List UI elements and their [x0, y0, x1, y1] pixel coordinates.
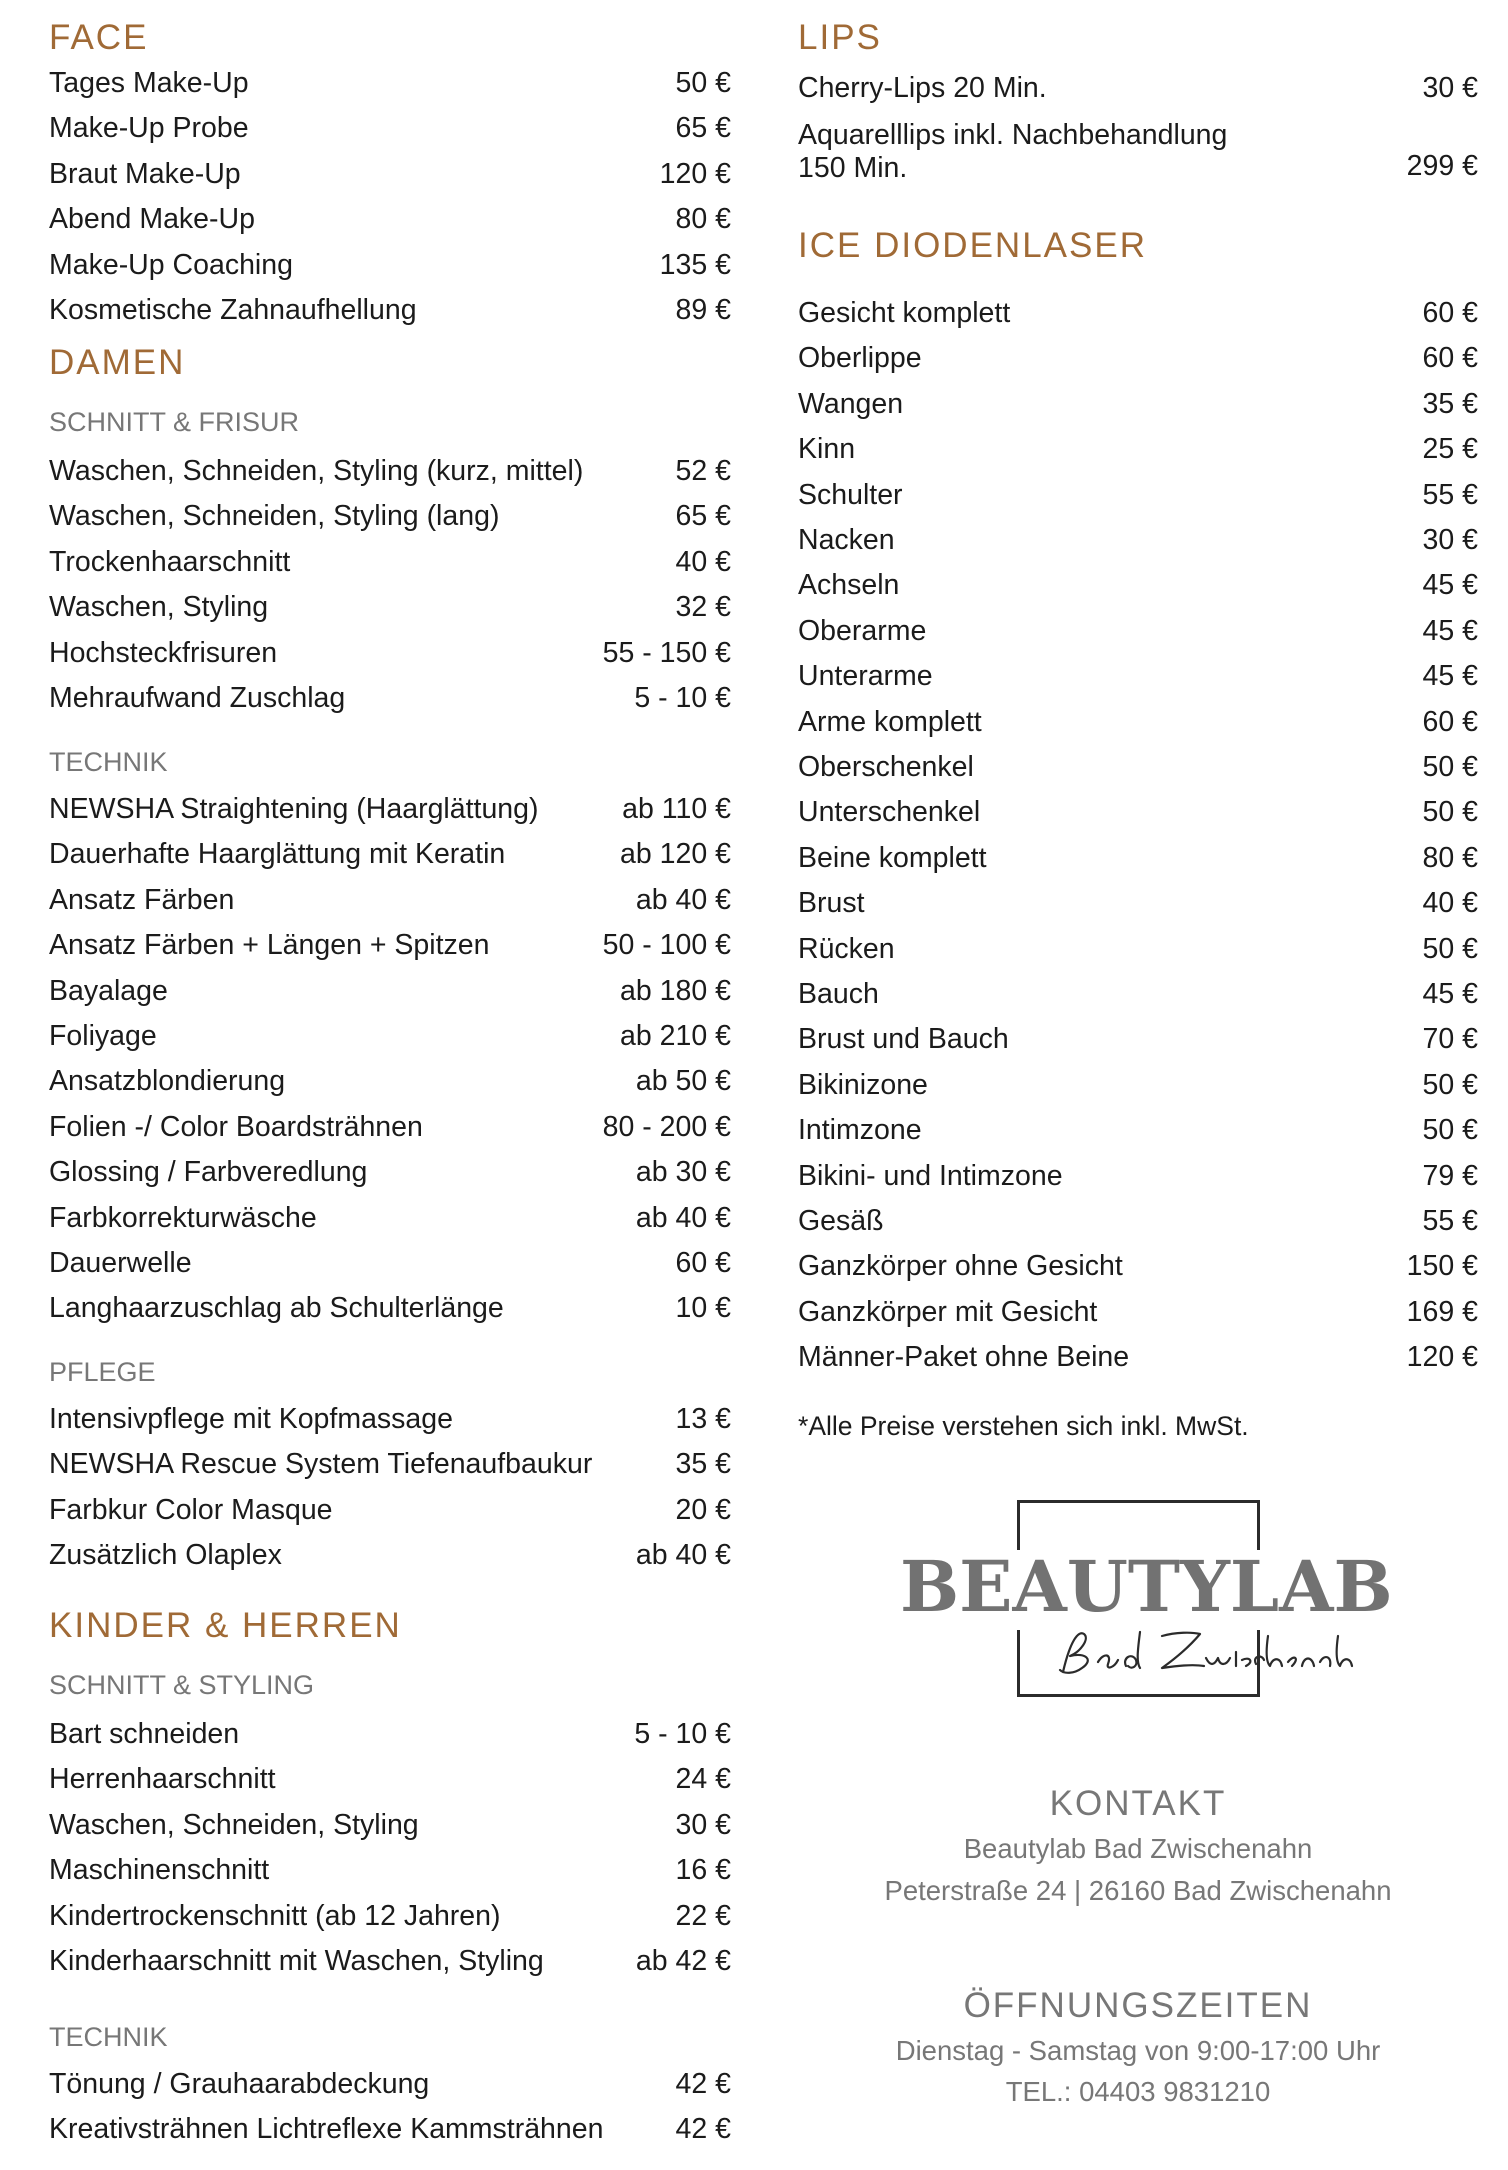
- service-price: 16 €: [675, 1854, 731, 1887]
- section-heading-face: FACE: [49, 18, 149, 57]
- service-price: 10 €: [675, 1292, 731, 1325]
- service-price: 50 €: [1422, 1114, 1478, 1147]
- vat-note: *Alle Preise verstehen sich inkl. MwSt.: [798, 1411, 1249, 1441]
- service-price: 30 €: [675, 1808, 731, 1841]
- service-name: Bikini- und Intimzone: [798, 1159, 1063, 1192]
- contact-name: Beautylab Bad Zwischenahn: [963, 1833, 1313, 1864]
- service-price: 32 €: [675, 591, 731, 624]
- service-name: Brust und Bauch: [798, 1023, 1009, 1056]
- service-price: ab 210 €: [620, 1020, 731, 1052]
- service-name: Schulter: [798, 478, 903, 511]
- service-name: Kinderhaarschnitt mit Waschen, Styling: [49, 1945, 544, 1977]
- service-name: Tages Make-Up: [49, 67, 249, 99]
- service-name: Achseln: [798, 569, 900, 602]
- service-price: 60 €: [1422, 705, 1478, 738]
- service-name: Oberschenkel: [798, 751, 974, 783]
- service-price: ab 40 €: [635, 1539, 731, 1572]
- service-name: Trockenhaarschnitt: [49, 545, 291, 578]
- service-price: 25 €: [1422, 433, 1478, 466]
- service-price: 30 €: [1422, 72, 1478, 104]
- service-price: ab 180 €: [620, 974, 731, 1007]
- service-name: Gesicht komplett: [798, 297, 1011, 329]
- service-name: Dauerhafte Haarglättung mit Keratin: [49, 838, 506, 871]
- service-name: Wangen: [798, 387, 904, 420]
- hours-days: Dienstag - Samstag von 9:00-17:00 Uhr: [895, 2035, 1381, 2066]
- service-price: ab 120 €: [620, 838, 731, 871]
- service-price: ab 110 €: [622, 793, 731, 825]
- service-price: 35 €: [675, 1448, 731, 1481]
- service-price: 35 €: [1422, 387, 1478, 420]
- service-price: 50 €: [675, 67, 731, 99]
- service-price: 5 - 10 €: [634, 1718, 731, 1750]
- service-name: Glossing / Farbveredlung: [49, 1156, 368, 1189]
- service-name: Bikinizone: [798, 1068, 928, 1101]
- service-name: Waschen, Styling: [49, 591, 269, 624]
- service-name: Ansatz Färben + Längen + Spitzen: [49, 929, 490, 962]
- service-name: Ansatzblondierung: [49, 1065, 286, 1098]
- service-price: 50 €: [1422, 1068, 1478, 1101]
- service-name: NEWSHA Rescue System Tiefenaufbaukur: [49, 1448, 593, 1481]
- service-price: 20 €: [675, 1493, 731, 1526]
- service-name: Cherry-Lips 20 Min.: [798, 72, 1047, 104]
- service-name: Hochsteckfrisuren: [49, 636, 278, 669]
- service-name: Herrenhaarschnitt: [49, 1763, 276, 1796]
- service-name: Ganzkörper mit Gesicht: [798, 1295, 1098, 1328]
- service-price: 55 - 150 €: [602, 636, 731, 669]
- service-name: Farbkur Color Masque: [49, 1493, 333, 1526]
- service-price: 60 €: [675, 1247, 731, 1279]
- service-name: Bart schneiden: [49, 1718, 240, 1750]
- service-name: Zusätzlich Olaplex: [49, 1539, 282, 1572]
- service-price: 50 €: [1422, 751, 1478, 783]
- service-name: Unterarme: [798, 660, 933, 693]
- service-price: 60 €: [1422, 297, 1478, 329]
- service-price: 22 €: [675, 1899, 731, 1932]
- service-name: Tönung / Grauhaarabdeckung: [49, 2068, 430, 2100]
- service-name: Dauerwelle: [49, 1247, 192, 1279]
- service-name: Intimzone: [798, 1114, 922, 1147]
- subheading-technik: TECHNIK: [49, 747, 168, 777]
- service-price: 50 €: [1422, 796, 1478, 829]
- service-price: 299 €: [1406, 150, 1478, 182]
- subheading-schnitt-frisur: SCHNITT & FRISUR: [49, 407, 300, 437]
- subheading-technik-herren: TECHNIK: [49, 2022, 168, 2052]
- service-name: Farbkorrekturwäsche: [49, 1201, 317, 1234]
- service-price: 65 €: [675, 112, 731, 145]
- service-name: Rücken: [798, 932, 895, 965]
- hours-phone: TEL.: 04403 9831210: [1005, 2076, 1271, 2107]
- service-price: 150 €: [1406, 1250, 1478, 1283]
- service-price: 135 €: [659, 248, 731, 281]
- contact-address: Peterstraße 24 | 26160 Bad Zwischenahn: [884, 1875, 1392, 1906]
- section-heading-damen: DAMEN: [49, 343, 186, 382]
- service-name: Brust: [798, 887, 865, 920]
- service-price: ab 40 €: [635, 1201, 731, 1234]
- beautylab-logo: [900, 1500, 1393, 1700]
- subheading-pflege: PFLEGE: [49, 1357, 156, 1387]
- service-price: ab 30 €: [635, 1156, 731, 1189]
- service-price: 65 €: [675, 500, 731, 533]
- service-price: 40 €: [675, 545, 731, 578]
- service-name: Intensivpflege mit Kopfmassage: [49, 1403, 453, 1435]
- service-price: ab 40 €: [635, 883, 731, 916]
- service-name: Ansatz Färben: [49, 883, 235, 916]
- service-name: Waschen, Schneiden, Styling (lang): [49, 500, 500, 533]
- service-price: 70 €: [1422, 1023, 1478, 1056]
- service-price: 89 €: [675, 294, 731, 326]
- service-name: Kreativsträhnen Lichtreflexe Kammsträhnen: [49, 2113, 604, 2146]
- service-name: Waschen, Schneiden, Styling (kurz, mittel): [49, 455, 584, 487]
- subheading-schnitt-styling: SCHNITT & STYLING: [49, 1670, 315, 1700]
- section-heading-kinder-herren: KINDER & HERREN: [49, 1606, 402, 1645]
- service-price: 52 €: [675, 455, 731, 487]
- service-price: 45 €: [1422, 660, 1478, 693]
- service-price: 50 - 100 €: [602, 929, 731, 962]
- service-name: Kindertrockenschnitt (ab 12 Jahren): [49, 1899, 501, 1932]
- logo-wordmark: BEAUTYLAB: [900, 1545, 1393, 1628]
- service-name: Ganzkörper ohne Gesicht: [798, 1250, 1123, 1283]
- service-name: Gesäß: [798, 1205, 884, 1237]
- contact-heading: KONTAKT: [1049, 1784, 1227, 1823]
- service-price: 80 €: [675, 203, 731, 236]
- service-price: 80 - 200 €: [602, 1110, 731, 1143]
- service-price: 80 €: [1422, 841, 1478, 874]
- logo-script-signature: [900, 1622, 1370, 1682]
- service-name: Unterschenkel: [798, 796, 981, 829]
- service-name: Maschinenschnitt: [49, 1854, 270, 1887]
- service-name: Folien -/ Color Boardsträhnen: [49, 1110, 423, 1143]
- hours-heading: ÖFFNUNGSZEITEN: [963, 1986, 1313, 2025]
- section-heading-ice-diodenlaser: ICE DIODENLASER: [798, 226, 1147, 265]
- service-name: Abend Make-Up: [49, 203, 255, 236]
- service-name: Foliyage: [49, 1020, 157, 1052]
- service-price: 45 €: [1422, 569, 1478, 602]
- service-price: 120 €: [659, 157, 731, 190]
- service-price: 42 €: [675, 2113, 731, 2146]
- service-price: 50 €: [1422, 932, 1478, 965]
- service-name: Aquarelllips inkl. Nachbehandlung 150 Min.: [798, 119, 1228, 184]
- service-name: Make-Up Coaching: [49, 248, 293, 281]
- service-price: 13 €: [675, 1403, 731, 1435]
- service-name: Kinn: [798, 433, 856, 466]
- service-name: Nacken: [798, 524, 895, 556]
- service-price: 55 €: [1422, 1205, 1478, 1237]
- service-price: 79 €: [1422, 1159, 1478, 1192]
- service-price: ab 50 €: [635, 1065, 731, 1098]
- service-name: Braut Make-Up: [49, 157, 241, 190]
- service-price: 30 €: [1422, 524, 1478, 556]
- service-name: Waschen, Schneiden, Styling: [49, 1808, 419, 1841]
- service-name: Männer-Paket ohne Beine: [798, 1341, 1130, 1374]
- service-price: 40 €: [1422, 887, 1478, 920]
- service-name: Arme komplett: [798, 705, 982, 738]
- service-name: Mehraufwand Zuschlag: [49, 682, 346, 714]
- service-name: Langhaarzuschlag ab Schulterlänge: [49, 1292, 504, 1325]
- service-price: 24 €: [675, 1763, 731, 1796]
- service-name: Make-Up Probe: [49, 112, 249, 145]
- service-price: 120 €: [1406, 1341, 1478, 1374]
- service-name: NEWSHA Straightening (Haarglättung): [49, 793, 539, 825]
- service-price: 45 €: [1422, 614, 1478, 647]
- service-price: 45 €: [1422, 978, 1478, 1010]
- service-name: Oberarme: [798, 614, 927, 647]
- service-price: ab 42 €: [635, 1945, 731, 1977]
- service-name: Bayalage: [49, 974, 168, 1007]
- service-price: 42 €: [675, 2068, 731, 2100]
- service-price: 5 - 10 €: [634, 682, 731, 714]
- service-name: Oberlippe: [798, 342, 922, 375]
- section-heading-lips: LIPS: [798, 18, 882, 57]
- service-price: 169 €: [1406, 1295, 1478, 1328]
- service-price: 55 €: [1422, 478, 1478, 511]
- service-price: 60 €: [1422, 342, 1478, 375]
- service-name: Bauch: [798, 978, 879, 1010]
- service-name: Beine komplett: [798, 841, 987, 874]
- service-name: Kosmetische Zahnaufhellung: [49, 294, 417, 326]
